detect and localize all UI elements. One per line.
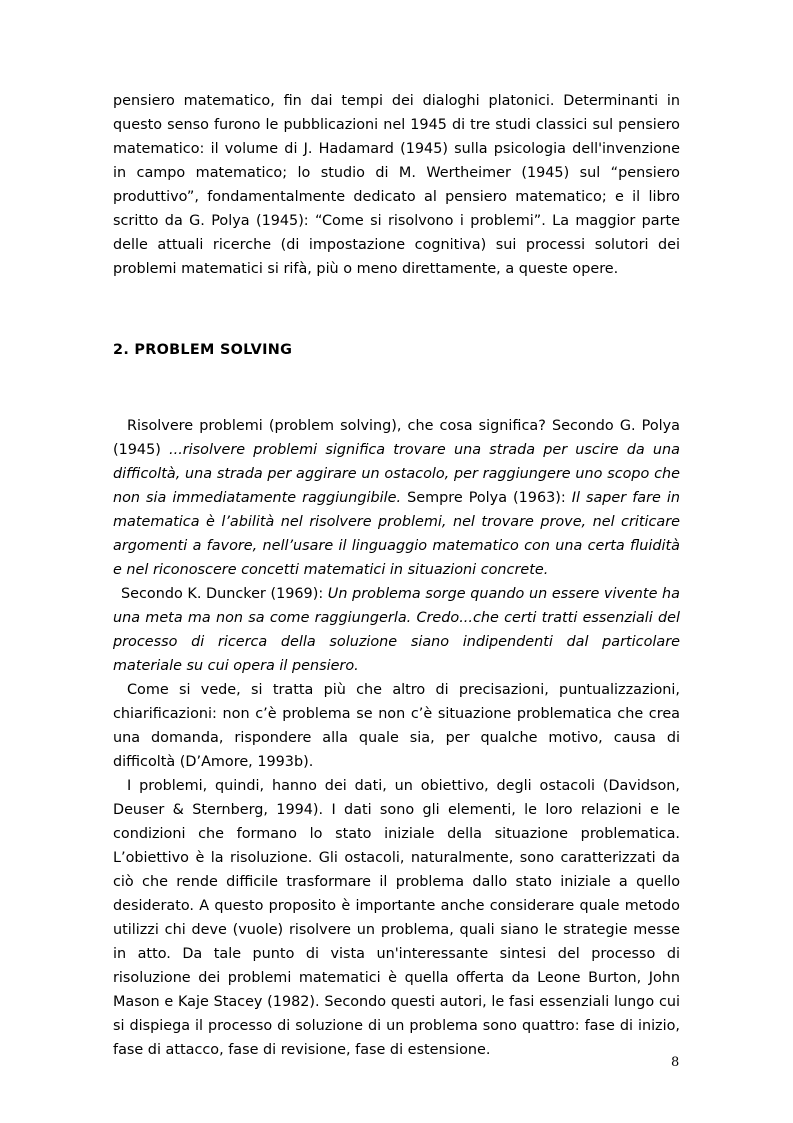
polya-1963-text: Sempre Polya (1963): [401, 490, 572, 506]
paragraph-problemi: I problemi, quindi, hanno dei dati, un obiettivo, degli ostacoli (Davidson, Deuser & Sternberg, 1994). I dati sono gli elementi, le loro relazioni e le condizioni che formano lo stato iniziale della situazione problematica. L’obiettivo è la risoluzione. Gli ostacoli, naturalmente, sono caratterizzati da ciò che rende difficile trasformare il problema dallo stato iniziale a quello desiderato. A questo proposito è importante anche considerare quale metodo utilizzi chi deve (vuole) risolvere un problema, quali siano le strategie messe in atto. Da tale punto di vista un'interessante sintesi del processo di risoluzione dei problemi matematici è quella offerta da Leone Burton, John Mason e Kaje Stacey (1982). Secondo questi autori, le fasi essenziali lungo cui si dispiega il processo di soluzione di un problema sono quattro: fase di inizio, fase di attacco, fase di revisione, fase di estensione. [113, 778, 680, 1058]
paragraph-duncker [113, 582, 680, 678]
duncker-intro-text: Secondo K. Duncker (1969): [121, 586, 328, 602]
section-heading: 2. PROBLEM SOLVING [113, 342, 293, 358]
polya-quote-1: ...risolvere problemi significa trovare una strada per uscire da una difficoltà, una strada per aggirare un ostacolo, per raggiungere uno scopo che non sia immediatamente raggiungibile. [113, 442, 680, 506]
duncker-quote: Un problema sorge quando un essere vivente ha una meta ma non sa come raggiungerla. Credo...che certi tratti essenziali del processo di ricerca della soluzione siano indipendenti dal particolare materiale su cui opera il pensiero. [113, 586, 680, 674]
section-body [113, 414, 680, 1062]
paragraph-damore: Come si vede, si tratta più che altro di precisazioni, puntualizzazioni, chiarificazioni: non c’è problema se non c’è situazione problematica che crea una domanda, rispondere alla quale sia, per qualche motivo, causa di difficoltà (D’Amore, 1993b). [113, 682, 680, 770]
paragraph-polya [113, 414, 680, 582]
polya-quote-2: Il saper fare in matematica è l’abilità nel risolvere problemi, nel trovare prove, nel criticare argomenti a favore, nell’usare il linguaggio matematico con una certa fluidità e nel riconoscere concetti matematici in situazioni concrete. [113, 490, 680, 578]
intro-paragraph: pensiero matematico, fin dai tempi dei dialoghi platonici. Determinanti in questo senso furono le pubblicazioni nel 1945 di tre studi classici sul pensiero matematico: il volume di J. Hadamard (1945) sulla psicologia dell'invenzione in campo matematico; lo studio di M. Wertheimer (1945) sul “pensiero produttivo”, fondamentalmente dedicato al pensiero matematico; e il libro scritto da G. Polya (1945): “Come si risolvono i problemi”. La maggior parte delle attuali ricerche (di impostazione cognitiva) sui processi solutori dei problemi matematici si rifà, più o meno direttamente, a queste opere. [113, 93, 680, 277]
page-number: 8 [671, 1055, 680, 1070]
polya-intro-text: Risolvere problemi (problem solving), che cosa significa? Secondo G. Polya (1945) [113, 418, 680, 458]
